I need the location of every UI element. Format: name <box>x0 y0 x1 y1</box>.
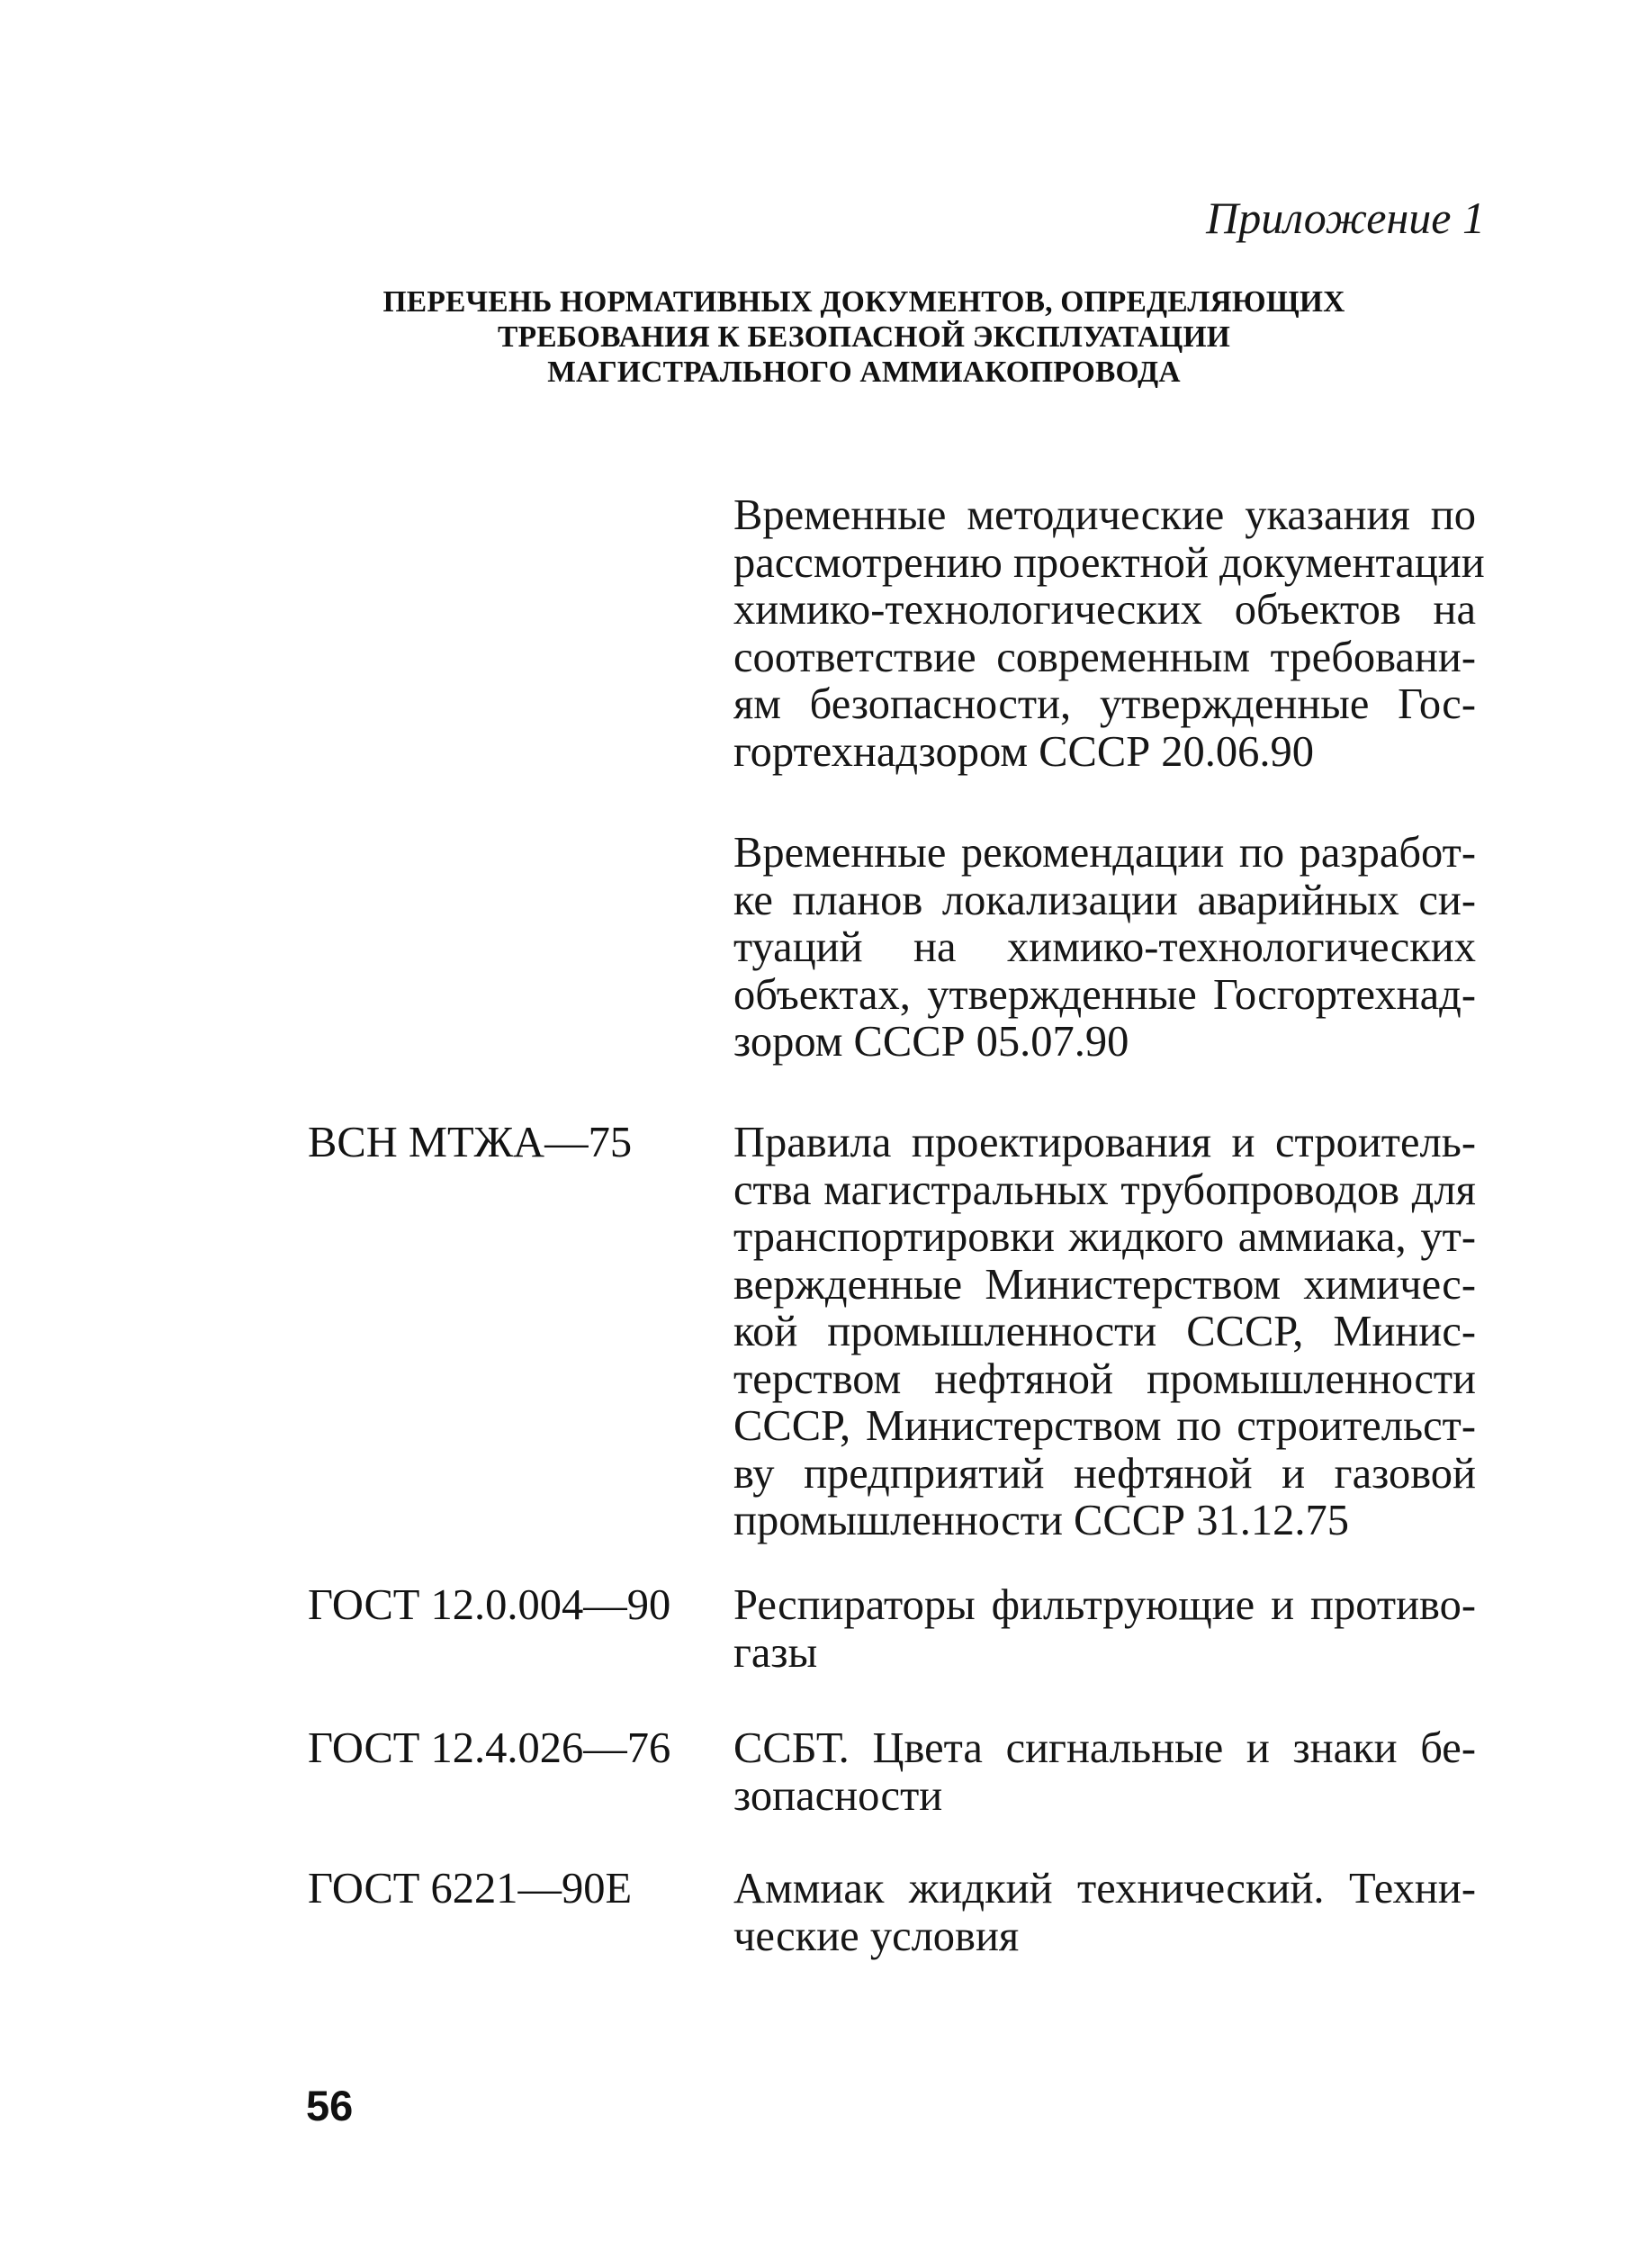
description-line: газы <box>733 1628 818 1677</box>
document-title <box>297 284 1431 390</box>
entry-description <box>733 1866 1476 1960</box>
description-line: Временные методические указания по <box>733 491 1476 539</box>
description-line: ям безопасности, утвержденные Гос- <box>733 680 1476 728</box>
description-line: туаций на химико-технологических <box>733 923 1476 971</box>
description-line: гортехнадзором СССР 20.06.90 <box>733 727 1315 776</box>
description-line: вержденные Министерством химичес- <box>733 1260 1476 1309</box>
description-line: объектах, утвержденные Госгортехнад- <box>733 970 1476 1019</box>
description-line: Аммиак жидкий технический. Техни- <box>733 1865 1476 1912</box>
description-line: ССБТ. Цвета сигнальные и знаки бе- <box>733 1724 1476 1772</box>
description-line: соответствие современным требовани- <box>733 633 1476 681</box>
description-line: кой промышленности СССР, Минис- <box>733 1308 1476 1355</box>
title-line: ТРЕБОВАНИЯ К БЕЗОПАСНОЙ ЭКСПЛУАТАЦИИ <box>498 320 1230 354</box>
description-line: транспортировки жидкого аммиака, ут- <box>733 1213 1476 1261</box>
title-line: ПЕРЕЧЕНЬ НОРМАТИВНЫХ ДОКУМЕНТОВ, ОПРЕДЕЛЯЮЩИХ <box>382 285 1345 319</box>
entry-code: ГОСТ 6221—90Е <box>308 1865 633 1912</box>
description-line: ке планов локализации аварийных си- <box>733 876 1476 924</box>
description-line: терством нефтяной промышленности <box>733 1354 1476 1403</box>
description-line: СССР, Министерством по строительст- <box>733 1402 1476 1450</box>
description-line: зором СССР 05.07.90 <box>733 1018 1129 1066</box>
page-number: 56 <box>306 2082 354 2129</box>
entry-code: ГОСТ 12.4.026—76 <box>308 1724 671 1772</box>
description-line: промышленности СССР 31.12.75 <box>733 1497 1349 1544</box>
entry-code: ВСН МТЖА—75 <box>308 1119 633 1166</box>
description-line: ства магистральных трубопроводов для <box>733 1166 1476 1214</box>
description-line: ческие условия <box>733 1912 1020 1960</box>
description-line: рассмотрению проектной документации <box>733 538 1485 587</box>
description-line: зопасности <box>733 1771 943 1820</box>
title-line: МАГИСТРАЛЬНОГО АММИАКОПРОВОДА <box>547 356 1181 389</box>
description-line: Правила проектирования и строитель- <box>733 1119 1476 1166</box>
description-line: Респираторы фильтрующие и противо- <box>733 1581 1476 1629</box>
description-line: химико-технологических объектов на <box>733 586 1476 634</box>
description-line: ву предприятий нефтяной и газовой <box>733 1449 1476 1498</box>
entry-description <box>733 1120 1476 1545</box>
entry-description <box>733 830 1476 1066</box>
entry-description <box>733 1725 1476 1820</box>
appendix-label: Приложение 1 <box>1206 193 1485 243</box>
entry-description <box>733 491 1485 776</box>
description-line: Временные рекомендации по разработ- <box>733 829 1476 877</box>
entry-code: ГОСТ 12.0.004—90 <box>308 1581 671 1629</box>
entry-description <box>733 1582 1476 1677</box>
